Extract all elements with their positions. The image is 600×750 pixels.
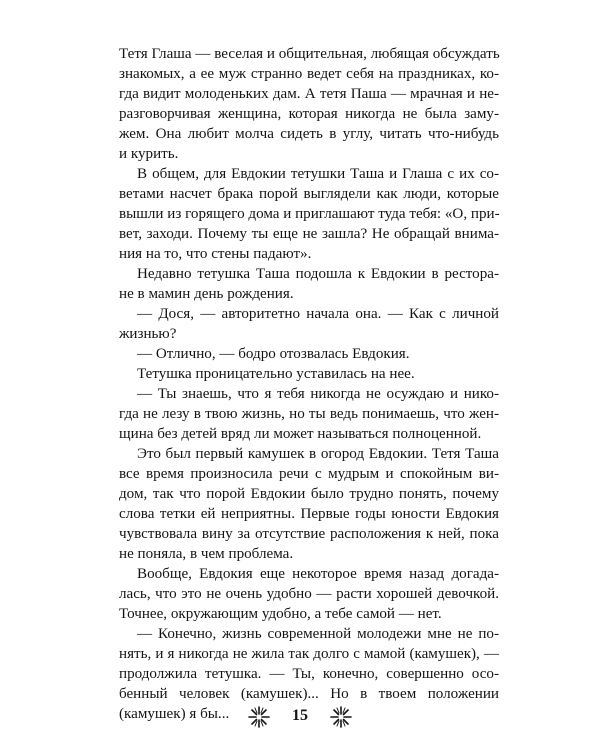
text-line: В общем, для Евдокии тетушки Таша и Глаша с их со-	[137, 166, 499, 182]
text-line: — Конечно, жизнь современной молодежи мне не по-	[137, 626, 499, 642]
text-line: не в мамин день рождения.	[119, 286, 294, 302]
text-line: дом, так что порой Евдокии было трудно понять, почему	[119, 486, 499, 502]
text-line: гда не лезу в твою жизнь, но ты ведь понимаешь, что жен-	[119, 406, 499, 422]
text-line: ветами насчет брака порой выглядели как люди, которые	[119, 186, 499, 202]
text-line: щина без детей вряд ли может называться полноценной.	[119, 426, 482, 442]
text-line: — Ты знаешь, что я тебя никогда не осуждаю и нико-	[137, 386, 499, 402]
text-line: бенный человек (камушек)... Но в твоем положении	[119, 686, 499, 702]
text-line: не поняла, в чем проблема.	[119, 546, 294, 562]
text-line: Это был первый камушек в огород Евдокии. Тетя Таша	[137, 446, 499, 462]
text-line: жизнью?	[119, 326, 177, 342]
text-line: вет, заходи. Почему ты еще не зашла? Не обращай внима-	[119, 226, 499, 242]
text-line: — Дося, — авторитетно начала она. — Как с личной	[137, 306, 499, 322]
text-line: лась, что это не очень удобно — расти хорошей девочкой.	[119, 586, 499, 602]
text-line: Тетя Глаша — веселая и общительная, любящая обсуждать	[119, 46, 500, 62]
page-footer	[0, 702, 600, 732]
page-number: 15	[292, 707, 308, 724]
text-line: гда видит молоденьких дам. А тетя Паша — мрачная и не-	[119, 86, 499, 102]
text-line: Тетушка проницательно уставилась на нее.	[137, 366, 415, 382]
body-text	[119, 44, 499, 724]
text-line: Недавно тетушка Таша подошла к Евдокии в рестора-	[137, 266, 499, 282]
text-line: (камушек) я бы...	[119, 706, 230, 722]
text-line: вышли из горящего дома и приглашают туда тебя: «О, при-	[119, 206, 500, 222]
text-line: продолжила тетушка. — Ты, конечно, совершенно осо-	[119, 666, 499, 682]
starburst-ornament-icon	[248, 706, 270, 728]
text-line: Точнее, окружающим удобно, а тебе самой — нет.	[119, 606, 442, 622]
text-line: жем. Она любит молча сидеть в углу, читать что-нибудь	[119, 126, 499, 142]
text-line: нять, и я никогда не жила так долго с мамой (камушек), —	[119, 646, 499, 662]
text-line: все время произносила речи с мудрым и спокойным ви-	[119, 466, 499, 482]
text-line: Вообще, Евдокия еще некоторое время назад догада-	[137, 566, 499, 582]
text-line: знакомых, а ее муж странно ведет себя на праздниках, ко-	[119, 66, 499, 82]
text-line: — Отлично, — бодро отозвалась Евдокия.	[137, 346, 410, 362]
text-line: разговорчивая женщина, которая никогда не была заму-	[119, 106, 499, 122]
text-line: чувствовала вину за отсутствие расположения к ней, пока	[119, 526, 499, 542]
starburst-ornament-icon	[330, 706, 352, 728]
text-line: слова тетки ей неприятны. Первые годы юности Евдокия	[119, 506, 499, 522]
text-line: и курить.	[119, 146, 179, 162]
text-line: ния на то, что стены падают».	[119, 246, 312, 262]
